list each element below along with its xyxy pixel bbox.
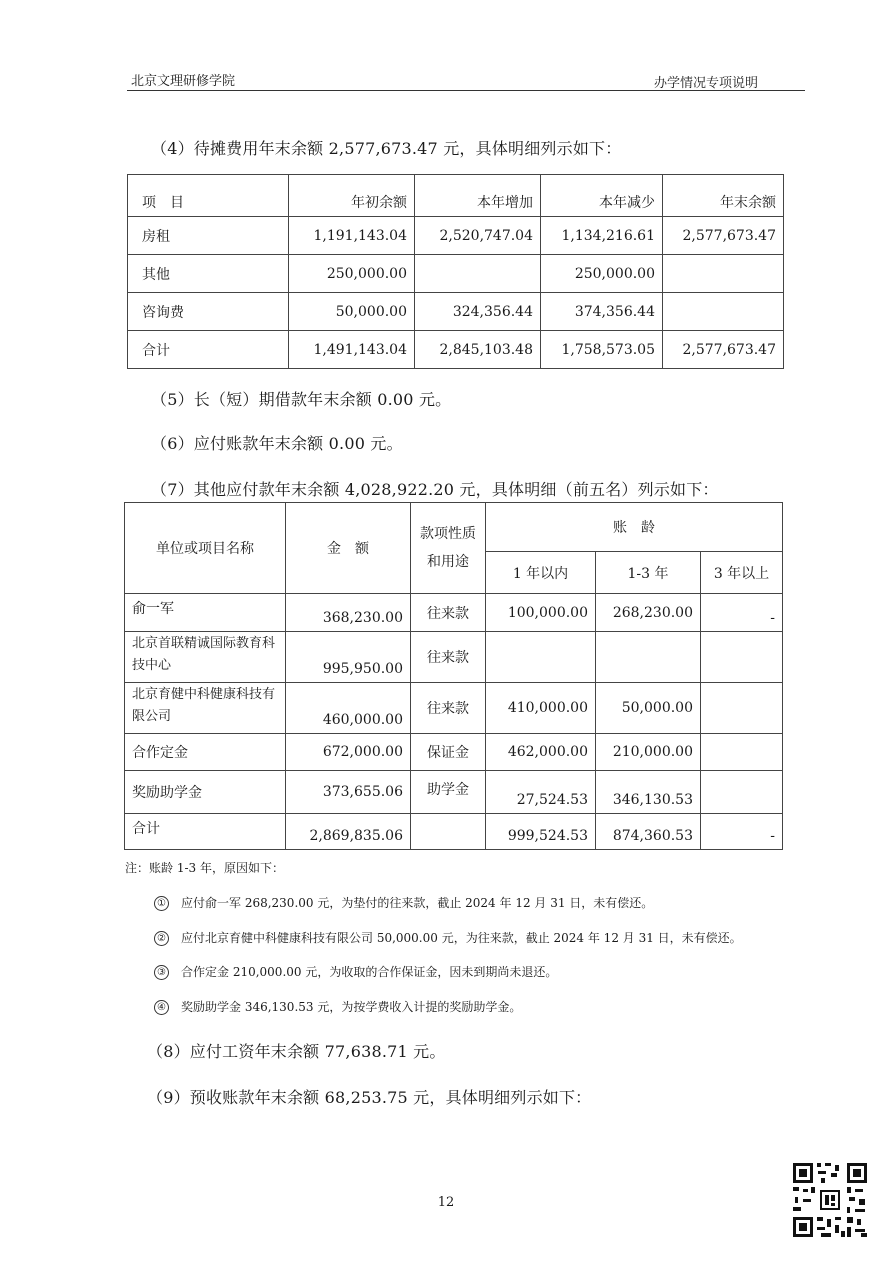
header-doc-title: 办学情况专项说明 [653, 76, 758, 91]
table-cell: 合计 [125, 814, 286, 850]
table-cell [701, 771, 783, 814]
note-text: 合作定金 210,000.00 元，为收取的合作保证金，因未到期尚未退还。 [181, 965, 558, 979]
notes-heading: 注：账龄 1-3 年，原因如下： [125, 861, 284, 875]
table-cell: 助学金 [411, 771, 486, 814]
table-cell: 2,845,103.48 [415, 331, 541, 369]
note-item [154, 998, 521, 1015]
note-text: 奖励助学金 346,130.53 元，为按学费收入计提的奖励助学金。 [181, 1000, 522, 1014]
table-cell [596, 632, 701, 683]
table-cell: 874,360.53 [596, 814, 701, 850]
table-cell: 999,524.53 [486, 814, 596, 850]
table-cell: 268,230.00 [596, 594, 701, 632]
table-cell: 210,000.00 [596, 734, 701, 771]
table-cell: 373,655.06 [286, 771, 411, 814]
other-payables-table [124, 502, 783, 850]
table-cell: 462,000.00 [486, 734, 596, 771]
table-cell: 324,356.44 [415, 293, 541, 331]
table-cell: 995,950.00 [286, 632, 411, 683]
note-item [154, 894, 653, 911]
table-cell: 保证金 [411, 734, 486, 771]
table-cell: 2,577,673.47 [663, 331, 784, 369]
table-cell: 250,000.00 [541, 255, 663, 293]
table-cell: 奖励助学金 [125, 771, 286, 814]
note-item [154, 929, 742, 946]
section8-text: （8）应付工资年末余额 77,638.71 元。 [147, 1042, 446, 1061]
note-item [154, 963, 557, 980]
column-header-within-1-year: 1 年以内 [486, 552, 596, 594]
table-cell: - [701, 594, 783, 632]
section5-text: （5）长（短）期借款年末余额 0.00 元。 [151, 390, 452, 409]
section9-text: （9）预收账款年末余额 68,253.75 元，具体明细列示如下： [147, 1088, 592, 1107]
qr-code-icon [791, 1161, 869, 1239]
table-cell: 50,000.00 [289, 293, 415, 331]
table-cell: 672,000.00 [286, 734, 411, 771]
table-cell: 合作定金 [125, 734, 286, 771]
column-header: 本年增加 [415, 175, 541, 217]
table-cell: 合计 [128, 331, 289, 369]
table-cell: 北京首联精诚国际教育科技中心 [125, 632, 286, 683]
table-cell: 北京育健中科健康科技有限公司 [125, 683, 286, 734]
table-row [125, 771, 783, 814]
table-cell: 1,758,573.05 [541, 331, 663, 369]
table-header-row [128, 175, 784, 217]
table-cell: 其他 [128, 255, 289, 293]
table-cell [486, 632, 596, 683]
table-cell: 俞一军 [125, 594, 286, 632]
table-cell: 50,000.00 [596, 683, 701, 734]
table-cell [701, 734, 783, 771]
section6-text: （6）应付账款年末余额 0.00 元。 [151, 434, 403, 453]
table-cell: 374,356.44 [541, 293, 663, 331]
table-cell [701, 632, 783, 683]
column-header-amount: 金 额 [286, 503, 411, 594]
table-cell: 房租 [128, 217, 289, 255]
table-row [128, 293, 784, 331]
column-header: 本年减少 [541, 175, 663, 217]
table-cell: 2,577,673.47 [663, 217, 784, 255]
note-marker: ① [154, 896, 169, 911]
column-header-nature: 款项性质和用途 [411, 503, 486, 594]
column-header: 年初余额 [289, 175, 415, 217]
note-marker: ② [154, 931, 169, 946]
column-header-aging: 账 龄 [486, 503, 783, 552]
table-cell: 460,000.00 [286, 683, 411, 734]
table-cell: 27,524.53 [486, 771, 596, 814]
header-divider [127, 90, 805, 91]
table-cell [701, 683, 783, 734]
column-header-name: 单位或项目名称 [125, 503, 286, 594]
column-header-1-to-3-years: 1-3 年 [596, 552, 701, 594]
table-cell [415, 255, 541, 293]
table-cell [663, 293, 784, 331]
prepaid-expenses-table [127, 174, 784, 369]
table-cell: 往来款 [411, 594, 486, 632]
table-row [125, 594, 783, 632]
table-row [125, 734, 783, 771]
table-cell: 2,520,747.04 [415, 217, 541, 255]
note-marker: ④ [154, 1000, 169, 1015]
table-cell: 100,000.00 [486, 594, 596, 632]
table-header-row [125, 503, 783, 552]
table-row [125, 632, 783, 683]
table-cell: 346,130.53 [596, 771, 701, 814]
table-cell: 往来款 [411, 683, 486, 734]
table-total-row [128, 331, 784, 369]
table-cell: - [701, 814, 783, 850]
table-cell: 2,869,835.06 [286, 814, 411, 850]
table-cell: 1,134,216.61 [541, 217, 663, 255]
column-header-over-3-years: 3 年以上 [701, 552, 783, 594]
table-cell: 250,000.00 [289, 255, 415, 293]
table-row [125, 683, 783, 734]
table-row [128, 217, 784, 255]
table-cell [411, 814, 486, 850]
table-cell: 1,191,143.04 [289, 217, 415, 255]
table-cell: 往来款 [411, 632, 486, 683]
table-cell [663, 255, 784, 293]
table-total-row [125, 814, 783, 850]
note-marker: ③ [154, 965, 169, 980]
column-header: 年末余额 [663, 175, 784, 217]
section4-heading: （4）待摊费用年末余额 2,577,673.47 元，具体明细列示如下： [151, 139, 622, 158]
table-cell: 1,491,143.04 [289, 331, 415, 369]
column-header: 项 目 [128, 175, 289, 217]
note-text: 应付北京育健中科健康科技有限公司 50,000.00 元，为往来款，截止 2024 年 12 月 31 日，未有偿还。 [181, 931, 742, 945]
table-cell: 368,230.00 [286, 594, 411, 632]
table-row [128, 255, 784, 293]
table-cell: 咨询费 [128, 293, 289, 331]
section7-heading: （7）其他应付款年末余额 4,028,922.20 元，具体明细（前五名）列示如下： [151, 480, 719, 499]
header-org-name: 北京文理研修学院 [131, 74, 236, 89]
note-text: 应付俞一军 268,230.00 元，为垫付的往来款，截止 2024 年 12 月 31 日，未有偿还。 [181, 896, 654, 910]
table-cell: 410,000.00 [486, 683, 596, 734]
page-number: 12 [437, 1195, 455, 1210]
